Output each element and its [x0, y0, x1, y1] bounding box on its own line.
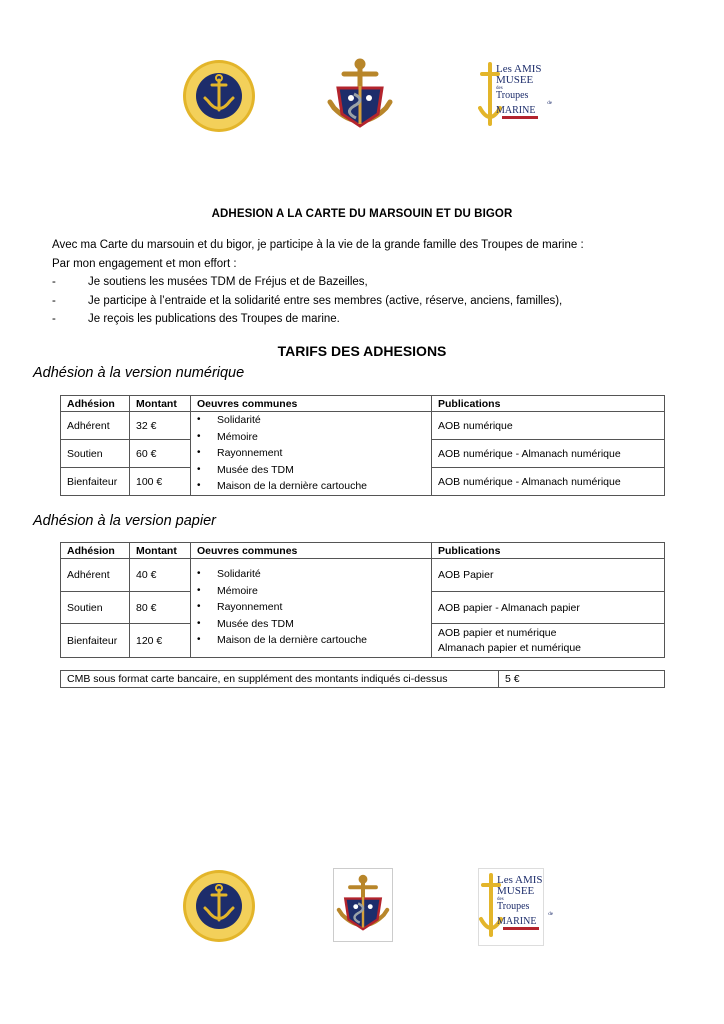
asc-anchor-emblem-logo	[333, 868, 393, 942]
montant-cell: 100 €	[130, 468, 191, 496]
list-item: - Je reçois les publications des Troupes de marine.	[52, 313, 340, 325]
papier-heading: Adhésion à la version papier	[33, 513, 216, 529]
table-header-row	[61, 396, 665, 412]
list-item: • Rayonnement	[197, 601, 283, 613]
amis-musee-troupes-marine-logo: Les AMIS MUSEE des Troupes de MARINE	[478, 868, 544, 946]
list-item: - Je participe à l’entraide et la solidarité entre ses membres (active, réserve, anciens, familles),	[52, 294, 563, 307]
cmb-label-cell: CMB sous format carte bancaire, en supplément des montants indiqués ci-dessus	[61, 671, 499, 688]
page-title: ADHESION A LA CARTE DU MARSOUIN ET DU BIGOR	[211, 208, 513, 220]
oeuvres-cell	[191, 559, 432, 658]
publications-cell: AOB Papier	[432, 559, 665, 592]
column-header: Oeuvres communes	[191, 396, 432, 412]
footer-logos	[0, 868, 724, 948]
table-row	[61, 412, 665, 440]
cmb-price-cell: 5 €	[499, 671, 665, 688]
list-item: • Maison de la dernière cartouche	[197, 480, 368, 492]
papier-tarif-table	[60, 542, 665, 658]
adhesion-cell: Soutien	[61, 440, 130, 468]
amis-musee-troupes-marine-logo: Les AMIS MUSEE des Troupes de MARINE	[478, 58, 542, 134]
tarifs-heading: TARIFS DES ADHESIONS	[277, 343, 447, 359]
intro-benefits-list	[52, 273, 584, 329]
column-header: Montant	[130, 543, 191, 559]
montant-cell: 60 €	[130, 440, 191, 468]
publications-cell: AOB papier et numérique Almanach papier et numérique	[432, 624, 665, 658]
entraide-seal-logo	[181, 58, 257, 134]
adhesion-cell: Soutien	[61, 592, 130, 624]
table-header-row	[61, 543, 665, 559]
column-header: Publications	[432, 543, 665, 559]
header-logos	[0, 58, 724, 138]
list-item: • Mémoire	[197, 584, 258, 597]
column-header: Adhésion	[61, 396, 130, 412]
list-item: • Rayonnement	[197, 447, 283, 459]
intro-text	[52, 236, 584, 329]
montant-cell: 80 €	[130, 592, 191, 624]
list-item: • Maison de la dernière cartouche	[197, 634, 368, 646]
intro-line: Avec ma Carte du marsouin et du bigor, je participe à la vie de la grande famille des Troupes de marine :	[52, 239, 584, 251]
table-row	[61, 559, 665, 592]
publications-cell: AOB numérique	[432, 412, 665, 440]
montant-cell: 40 €	[130, 559, 191, 592]
column-header: Oeuvres communes	[191, 543, 432, 559]
publications-cell: AOB numérique - Almanach numérique	[432, 468, 665, 496]
asc-anchor-emblem-logo	[324, 58, 396, 134]
table-row	[61, 671, 665, 688]
numerique-tarif-table	[60, 395, 665, 496]
montant-cell: 32 €	[130, 412, 191, 440]
column-header: Publications	[432, 396, 665, 412]
publications-cell: AOB numérique - Almanach numérique	[432, 440, 665, 468]
list-item: - Je soutiens les musées TDM de Fréjus et de Bazeilles,	[52, 276, 368, 288]
adhesion-cell: Adhérent	[61, 412, 130, 440]
entraide-seal-logo	[181, 868, 257, 944]
oeuvres-cell	[191, 412, 432, 496]
list-item: • Solidarité	[197, 414, 261, 426]
adhesion-cell: Bienfaiteur	[61, 468, 130, 496]
column-header: Montant	[130, 396, 191, 412]
column-header: Adhésion	[61, 543, 130, 559]
list-item: • Musée des TDM	[197, 617, 294, 630]
intro-line: Par mon engagement et mon effort :	[52, 257, 237, 270]
list-item: • Solidarité	[197, 568, 261, 580]
numerique-heading: Adhésion à la version numérique	[33, 365, 245, 381]
montant-cell: 120 €	[130, 624, 191, 658]
cmb-table	[60, 670, 665, 688]
list-item: • Musée des TDM	[197, 463, 294, 476]
adhesion-cell: Bienfaiteur	[61, 624, 130, 658]
list-item: • Mémoire	[197, 430, 258, 443]
publications-cell: AOB papier - Almanach papier	[432, 592, 665, 624]
adhesion-cell: Adhérent	[61, 559, 130, 592]
